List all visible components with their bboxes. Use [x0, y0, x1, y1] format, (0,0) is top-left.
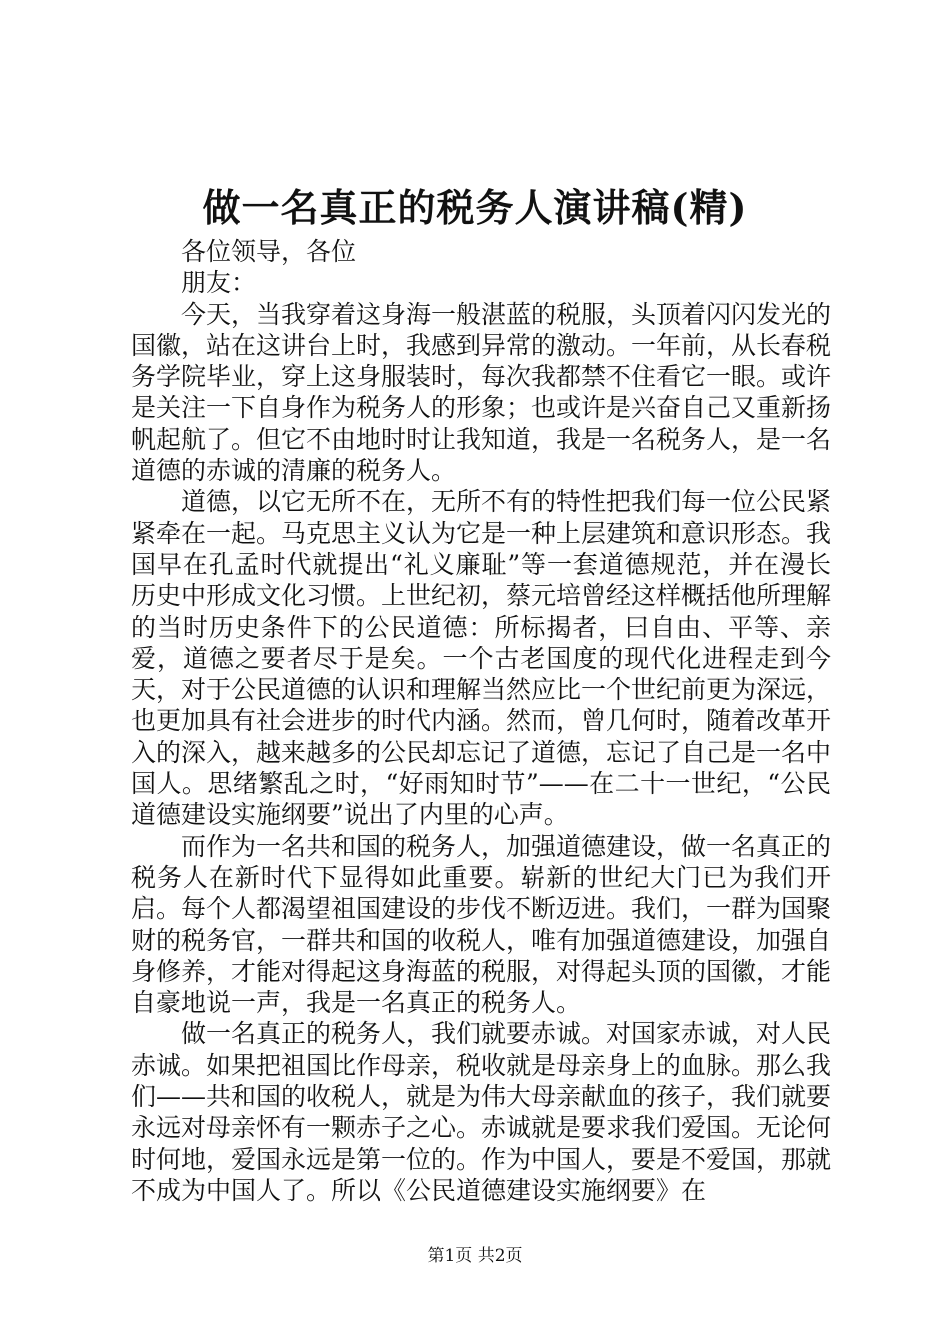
salutation-line-1: 各位领导，各位: [181, 237, 357, 266]
paragraph: 做一名真正的税务人，我们就要赤诚。对国家赤诚，对人民赤诚。如果把祖国比作母亲，税收就是母亲身上的血脉。那么我们——共和国的收税人，就是为伟大母亲献血的孩子，我们就要永远对母亲怀有一颗赤子之心。赤诚就是要求我们爱国。无论何时何地，爱国永远是第一位的。作为中国人，要是不爱国，那就不成为中国人了。所以《公民道德建设实施纲要》在: [131, 1019, 832, 1205]
salutation-line-2: 朋友：: [181, 268, 257, 298]
paragraph: 而作为一名共和国的税务人，加强道德建设，做一名真正的税务人在新时代下显得如此重要。崭新的世纪大门已为我们开启。每个人都渴望祖国建设的步伐不断迈进。我们，一群为国聚财的税务官，一群共和国的收税人，唯有加强道德建设，加强自身修养，才能对得起这身海蓝的税服，对得起头顶的国徽，才能自豪地说一声，我是一名真正的税务人。: [131, 831, 832, 1018]
paragraph: 今天，当我穿着这身海一般湛蓝的税服，头顶着闪闪发光的国徽，站在这讲台上时，我感到异常的激动。一年前，从长春税务学院毕业，穿上这身服装时，每次我都禁不住看它一眼。或许是关注一下自身作为税务人的形象；也或许是兴奋自己又重新扬帆起航了。但它不由地时时让我知道，我是一名税务人，是一名道德的赤诚的清廉的税务人。: [131, 299, 832, 486]
document-body: [131, 236, 831, 1206]
document-title: 做一名真正的税务人演讲稿(精): [202, 185, 748, 230]
paragraph: 道德，以它无所不在，无所不有的特性把我们每一位公民紧紧牵在一起。马克思主义认为它是一种上层建筑和意识形态。我国早在孔孟时代就提出“礼义廉耻”等一套道德规范，并在漫长历史中形成文化习惯。上世纪初，蔡元培曾经这样概括他所理解的当时历史条件下的公民道德：所标揭者，曰自由、平等、亲爱，道德之要者尽于是矣。一个古老国度的现代化进程走到今天，对于公民道德的认识和理解当然应比一个世纪前更为深远，也更加具有社会进步的时代内涵。然而，曾几何时，随着改革开入的深入，越来越多的公民却忘记了道德，忘记了自己是一名中国人。思绪繁乱之时，“好雨知时节”——在二十一世纪，“公民道德建设实施纲要”说出了内里的心声。: [131, 487, 832, 830]
page-number-footer: 第1页 共2页: [427, 1246, 523, 1266]
